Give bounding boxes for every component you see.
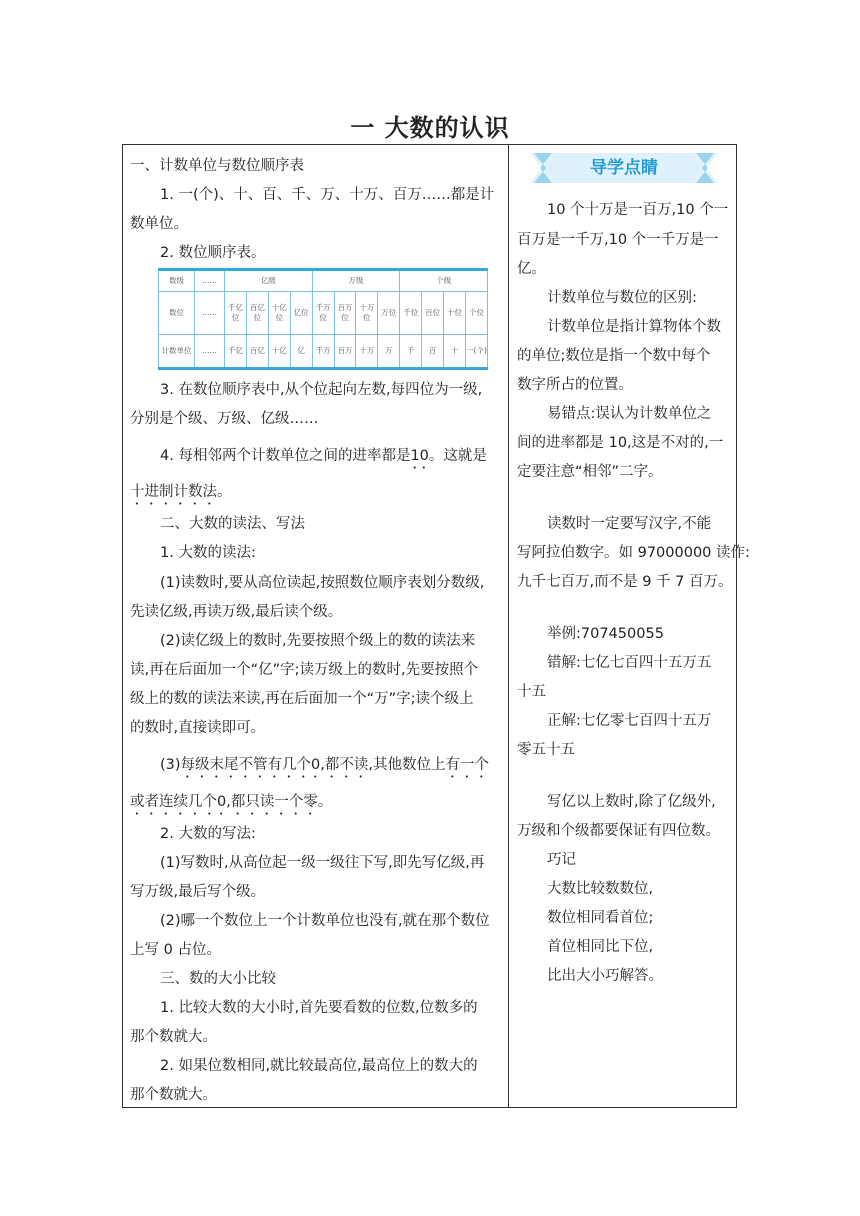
note-g2: 大数比较数数位, <box>547 881 654 897</box>
paragraph-3a: 3. 在数位顺序表中,从个位起向左数,每四位为一级, <box>160 382 483 398</box>
read-2b: 读,再在后面加一个“亿”字;读万级上的数时,先要按照个 <box>130 662 479 678</box>
note-b3: 的单位;数位是指一个数中每个 <box>517 348 711 364</box>
note-a2: 百万是一千万,10 个一千万是一 <box>517 232 719 248</box>
table-cell: 数位 <box>159 292 195 335</box>
note-d3: 九千七百万,而不是 9 千 7 百万。 <box>517 574 733 590</box>
write-2a: (2)哪一个数位上一个计数单位也没有,就在那个数位 <box>160 913 490 929</box>
table-cell: 千亿 <box>225 335 247 369</box>
table-cell: …… <box>195 335 225 369</box>
table-cell: 百 <box>422 335 444 369</box>
read-1b: 先读亿级,再读万级,最后读个级。 <box>130 604 343 620</box>
note-b1: 计数单位与数位的区别: <box>547 290 697 306</box>
page-title: 一 大数的认识 <box>350 114 510 142</box>
note-e2: 错解:七亿七百四十五万五 <box>547 655 712 671</box>
compare-1a: 1. 比较大数的大小时,首先要看数的位数,位数多的 <box>160 1000 478 1016</box>
write-1b: 写万级,最后写个级。 <box>130 884 266 900</box>
note-c2: 间的进率都是 10,这是不对的,一 <box>517 435 724 451</box>
table-cell: 十万位 <box>356 292 378 335</box>
write-1a: (1)写数时,从高位起一级一级往下写,即先写亿级,再 <box>160 855 485 871</box>
compare-1b: 那个数就大。 <box>130 1029 217 1045</box>
note-e5: 零五十五 <box>517 742 575 758</box>
table-cell: 十亿位 <box>268 292 290 335</box>
text: 。 <box>317 794 333 810</box>
emphasis-text: 十进制计数法 <box>130 484 217 500</box>
table-cell: 百位 <box>422 292 444 335</box>
table-row <box>159 335 488 369</box>
compare-2a: 2. 如果位数相同,就比较最高位,最高位上的数大的 <box>160 1058 478 1074</box>
column-divider <box>508 144 509 1108</box>
note-g4: 首位相同比下位, <box>547 939 654 955</box>
table-cell: 百亿 <box>246 335 268 369</box>
note-c1: 易错点:误认为计数单位之 <box>547 406 712 422</box>
table-cell: 千万 <box>312 335 334 369</box>
read-2d: 的数时,直接读即可。 <box>130 720 266 736</box>
text: 。这就是 <box>428 448 487 464</box>
table-cell: 千 <box>400 335 422 369</box>
guide-banner <box>530 153 718 183</box>
note-g3: 数位相同看首位; <box>547 910 654 926</box>
read-2c: 级上的数的读法来读,再在后面加一个“万”字;读个级上 <box>130 691 474 707</box>
paragraph-1a: 1. 一(个)、十、百、千、万、十万、百万……都是计 <box>160 187 495 203</box>
banner-title: 导学点睛 <box>590 158 658 178</box>
read-3a <box>160 755 489 781</box>
table-cell: 亿 <box>290 335 312 369</box>
read-3b <box>130 792 332 818</box>
table-cell: 个位 <box>465 292 487 335</box>
compare-2b: 那个数就大。 <box>130 1087 217 1103</box>
table-row <box>159 270 488 292</box>
table-cell: 十亿 <box>268 335 290 369</box>
table-cell: 十位 <box>444 292 466 335</box>
note-a1: 10 个十万是一百万,10 个一 <box>547 202 729 218</box>
section-heading-1: 一、计数单位与数位顺序表 <box>130 158 304 174</box>
table-cell: 十万 <box>356 335 378 369</box>
section-heading-3: 三、数的大小比较 <box>160 971 276 987</box>
table-cell: 千位 <box>400 292 422 335</box>
table-cell: 亿级 <box>225 270 313 292</box>
table-cell: 亿位 <box>290 292 312 335</box>
note-a3: 亿。 <box>517 261 546 277</box>
note-g5: 比出大小巧解答。 <box>547 968 663 984</box>
table-cell: 计数单位 <box>159 335 195 369</box>
read-heading: 1. 大数的读法: <box>160 545 256 561</box>
paragraph-1b: 数单位。 <box>130 216 188 232</box>
table-cell: …… <box>195 270 225 292</box>
emphasis-text: 有一个 <box>445 757 489 773</box>
table-cell: 万 <box>378 335 400 369</box>
note-d2: 写阿拉伯数字。如 97000000 读作: <box>517 545 750 561</box>
read-2a: (2)读亿级上的数时,先要按照个级上的数的读法来 <box>160 633 476 649</box>
paragraph-2: 2. 数位顺序表。 <box>160 245 266 261</box>
note-e3: 十五 <box>517 684 546 700</box>
table-cell: 万级 <box>312 270 400 292</box>
table-cell: 十 <box>444 335 466 369</box>
note-d1: 读数时一定要写汉字,不能 <box>547 516 712 532</box>
note-f1: 写亿以上数时,除了亿级外, <box>547 794 716 810</box>
note-e4: 正解:七亿零七百四十五万 <box>547 713 712 729</box>
table-cell: 数级 <box>159 270 195 292</box>
table-cell: 一(个) <box>465 335 487 369</box>
read-1a: (1)读数时,要从高位读起,按照数位顺序表划分数级, <box>160 575 485 591</box>
note-c3: 定要注意“相邻”二字。 <box>517 464 663 480</box>
emphasis-text: 每级末尾不管有几个0,都不读 <box>180 757 369 773</box>
table-cell: 百万 <box>334 335 356 369</box>
table-row <box>159 292 488 335</box>
section-heading-2: 二、大数的读法、写法 <box>160 516 305 532</box>
table-cell: 百万位 <box>334 292 356 335</box>
emphasis-text: 或者连续几个0,都只读一个零 <box>130 794 318 810</box>
table-cell: 千亿位 <box>225 292 247 335</box>
text: ,其他数位上 <box>368 757 446 773</box>
place-value-table <box>158 268 488 370</box>
paragraph-4a <box>160 446 487 472</box>
table-cell: …… <box>195 292 225 335</box>
table-cell: 万位 <box>378 292 400 335</box>
table-cell: 个级 <box>400 270 488 292</box>
note-b2: 计数单位是指计算物体个数 <box>547 319 721 335</box>
write-heading: 2. 大数的写法: <box>160 826 256 842</box>
note-e1: 举例:707450055 <box>547 626 664 642</box>
note-g1: 巧记 <box>547 852 576 868</box>
table-cell: 百亿位 <box>246 292 268 335</box>
table-cell: 千万位 <box>312 292 334 335</box>
paragraph-3b: 分别是个级、万级、亿级…… <box>130 411 319 427</box>
text: (3) <box>160 757 181 773</box>
note-f2: 万级和个级都要保证有四位数。 <box>517 823 720 839</box>
emphasis-text: 10 <box>410 448 429 464</box>
note-b4: 数字所占的位置。 <box>517 377 633 393</box>
paragraph-4b <box>130 482 232 508</box>
text: 4. 每相邻两个计数单位之间的进率都是 <box>160 448 411 464</box>
write-2b: 上写 0 占位。 <box>130 942 221 958</box>
text: 。 <box>217 484 232 500</box>
